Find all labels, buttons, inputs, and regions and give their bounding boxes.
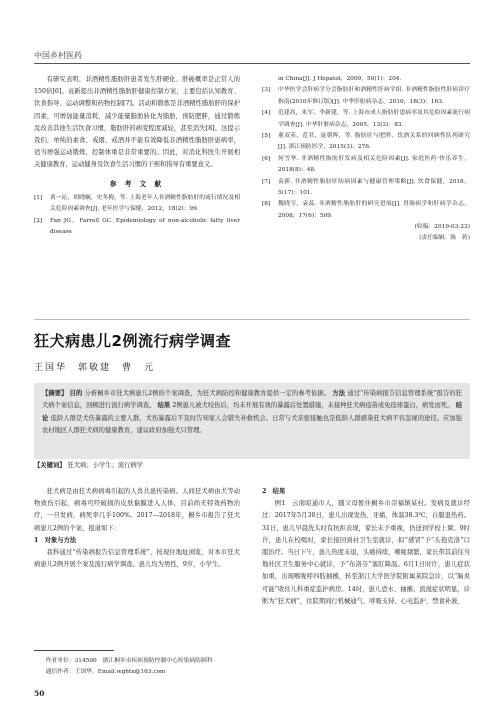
abstract-segment-text: 分析桐乡市狂犬病患儿2例的个案调查，为狂犬病防控和健康教育提供一定的参考依据。 xyxy=(84,390,331,397)
reference-number: [7] xyxy=(262,178,271,185)
reference-number xyxy=(262,74,278,85)
body-right-column xyxy=(262,486,470,608)
abstract-segment-label: 结论 xyxy=(42,402,462,422)
section-heading-results: 2 结果 xyxy=(262,488,286,495)
journal-header: 中国乡村医药 xyxy=(34,51,82,60)
keywords-label: 【关键词】 xyxy=(34,462,66,469)
responsible-editor: (责任编辑：陈 蒋) xyxy=(419,235,470,242)
corresponding-author: 通信作者：王国华，Email:wghtx@163.com xyxy=(45,669,166,675)
keywords-line xyxy=(34,460,470,472)
top-left-column xyxy=(34,74,240,238)
section-divider xyxy=(34,319,470,320)
header-rule xyxy=(34,63,470,64)
reference-item xyxy=(262,154,470,177)
abstract-segment-label: 方法 xyxy=(330,390,348,397)
reference-text: 中华医学会肝病学分会脂肪肝和酒精性肝病学组. 非酒精性脂肪性肝病诊疗指南(2010年修订版)[J]. 中华肝脏病杂志，2010，18(3)：163. xyxy=(278,87,470,105)
footnote-rule xyxy=(34,650,114,651)
reference-text: 范建高，朱军，李新建，等. 上海市成人脂肪肝患病率及其危险因素流行病学调查[J]. 中华肝脏病杂志，2005，13(2)：83. xyxy=(278,110,470,128)
results-paragraph: 例1 云南昭通市人，随父母暂住桐乡市崇福镇某村。发病及就诊经过：2017年5月30日，患儿出现发热、牙痛，体温38.3℃，自服退热药。31日，患儿早晨洗头时有抗拒表现，家长未予重视，仍送到学校上课。9时许，患儿在校喝时，家长接回到村卫生室就诊，拟“感冒”予“头孢克洛”口服治疗。当日下午，患儿热度未退，头痛持续，喉咙频繁，家长带其前往当地社区卫生服务中心就诊，予“布洛芬”塞肛降温。6月1日时许，患儿症状加重，出现喉咙呼四肢抽搐，转至浙江大学医学院附属某院急诊，以“脑炎可能”收住儿科重症监护病房。14时，患儿恐水、抽搐、流涎症状明显，诊断为“狂犬病”，住院期间行机械通气、呼吸支持、心电监护、禁食补液、 xyxy=(262,500,470,605)
reference-text: 何雪华. 非酒精性脂肪肝发病及相关危险因素[J]. 家庭医药·快乐养生，2018(8)：48. xyxy=(278,155,470,174)
reference-item xyxy=(262,177,470,200)
reference-item xyxy=(262,74,470,85)
reference-number: [2] xyxy=(34,217,43,224)
closing-paragraph: 有研究表明，非酒精性脂肪肝患者发生肝硬化、肝癌概率是正常人的150倍[6]。袁新提出非酒精性脂肪肝健康控制方案，主要包括认知教育、饮食指导、运动调整和药物控制[7]。活动和锻炼是非酒精性脂肪肝的保护因素，可增加能量消耗，减少能量脂肪转化为脂肪，预防肥胖，通过锻炼及改善其他生活饮食习惯，脂肪肝的病变程度减轻，甚至消失[8]。这提示我们，单纯的素食、戒烟、戒酒并不能有效降低非酒精性脂肪肝患病率，适当增强运动锻炼、控制体重是非常重要的。因此，对消化科医生开展相关健康教育，运动健身及饮食生活习惯的干预和指导有重要意义。 xyxy=(34,76,240,169)
abstract-body xyxy=(42,390,462,434)
abstract-segment-label: 目的 xyxy=(69,390,85,397)
article-title: 狂犬病患儿2例流行病学调查 xyxy=(34,332,231,350)
reference-number: [3] xyxy=(262,87,271,94)
references-title: 参 考 文 献 xyxy=(109,179,165,188)
abstract-segment-text: 低龄人群是犬伤暴露的主要人群，犬伤暴露后不及时告知家人会错失补救机会。日常与犬亲密接触也是低龄人群感染狂犬病不容忽视的途径。应加强农村地区人群狂犬病的健康教育，建议政府加强犬只管理。 xyxy=(42,414,462,435)
section-heading-methods: 1 对象与方法 xyxy=(34,536,77,544)
page-number: 50 xyxy=(34,689,45,698)
reference-text: in China[J]. J Hepatol，2009，50(1)：204. xyxy=(278,76,402,82)
footnote xyxy=(34,656,239,678)
received-date: (收稿：2019-03-23) xyxy=(414,224,470,231)
body-left-column xyxy=(34,486,240,571)
reference-item xyxy=(262,108,470,131)
reference-text: 董双英，范君，庞朝晖，等. 脂肪肝与肥胖、饮酒关系的回顾性队列研究[J]. 浙江预防医学，2015(3)：276. xyxy=(278,133,470,151)
reference-text: 魏晓岑，袁蕊. 非酒精性脂肪肝的研究进展[J]. 胃肠病学和肝病学杂志，2008，17(6)：509. xyxy=(278,201,470,219)
abstract-segment-label: 结果 xyxy=(155,402,173,410)
reference-text: 袁新. 非酒精性脂肪肝防病因素与健康管理策略[J]. 饮食保健，2018，5(17)：101. xyxy=(278,178,470,197)
article-authors: 王国华 郭敏建 曹 元 xyxy=(34,363,156,373)
reference-number: [1] xyxy=(34,194,43,201)
methods-paragraph: 我科通过“传染病报告信息管理系统”，按现住地址浏览，对本市狂犬病患儿2例开展个案及流行病学调查。患儿均为男性，9岁，小学生。 xyxy=(34,549,240,569)
reference-text: Fan JG，Farrell GC. Epidemiology of non-alcoholic fatty liver disease xyxy=(50,217,240,236)
reference-text: 黄一沁，胡晓娴，史冬梅，等. 上海老年人非酒精性脂肪肝的流行情况及相关危险因素调查[J]. 老年医学与保健，2012，18(2)：99. xyxy=(50,194,240,213)
references-list-right xyxy=(262,74,470,222)
keywords-text: 狂犬病；小学生；流行病学 xyxy=(67,462,144,469)
top-right-column xyxy=(262,74,470,244)
reference-number: [8] xyxy=(262,201,271,208)
reference-number: [5] xyxy=(262,133,271,140)
abstract-box xyxy=(34,383,470,459)
intro-paragraph: 狂犬病是由狂犬病病毒引起的人兽共患传染病。人间狂犬病由犬等动物致伤引起，病毒可经破损的皮肤黏膜进入人体，目前尚无特效药物治疗，一旦发病，病死率几乎100%。2017—2018年，桐乡市报告了狂犬病患儿2例的个案，报道如下： xyxy=(34,488,240,532)
reference-item xyxy=(34,216,240,239)
author-unit: 作者单位：314500 浙江桐乡市疾病预防控制中心传染病防制科 xyxy=(45,658,213,664)
abstract-segment-text: 2例患儿被犬咬伤后，均未开展有效的暴露后处置措施，未接种狂犬病疫苗或免疫球蛋白，病发而死。 xyxy=(172,402,454,410)
reference-item xyxy=(262,131,470,154)
reference-item xyxy=(262,85,470,108)
abstract-segment-text: 通过“传染病报告信息管理系统”报告的狂犬病个案信息，回顾进行流行病学调查。 xyxy=(42,390,462,410)
reference-number: [4] xyxy=(262,110,271,117)
reference-number: [6] xyxy=(262,155,271,162)
references-list-left xyxy=(34,193,240,239)
reference-item xyxy=(34,193,240,216)
abstract-label: 【摘要】 xyxy=(42,390,68,397)
reference-item xyxy=(262,199,470,222)
